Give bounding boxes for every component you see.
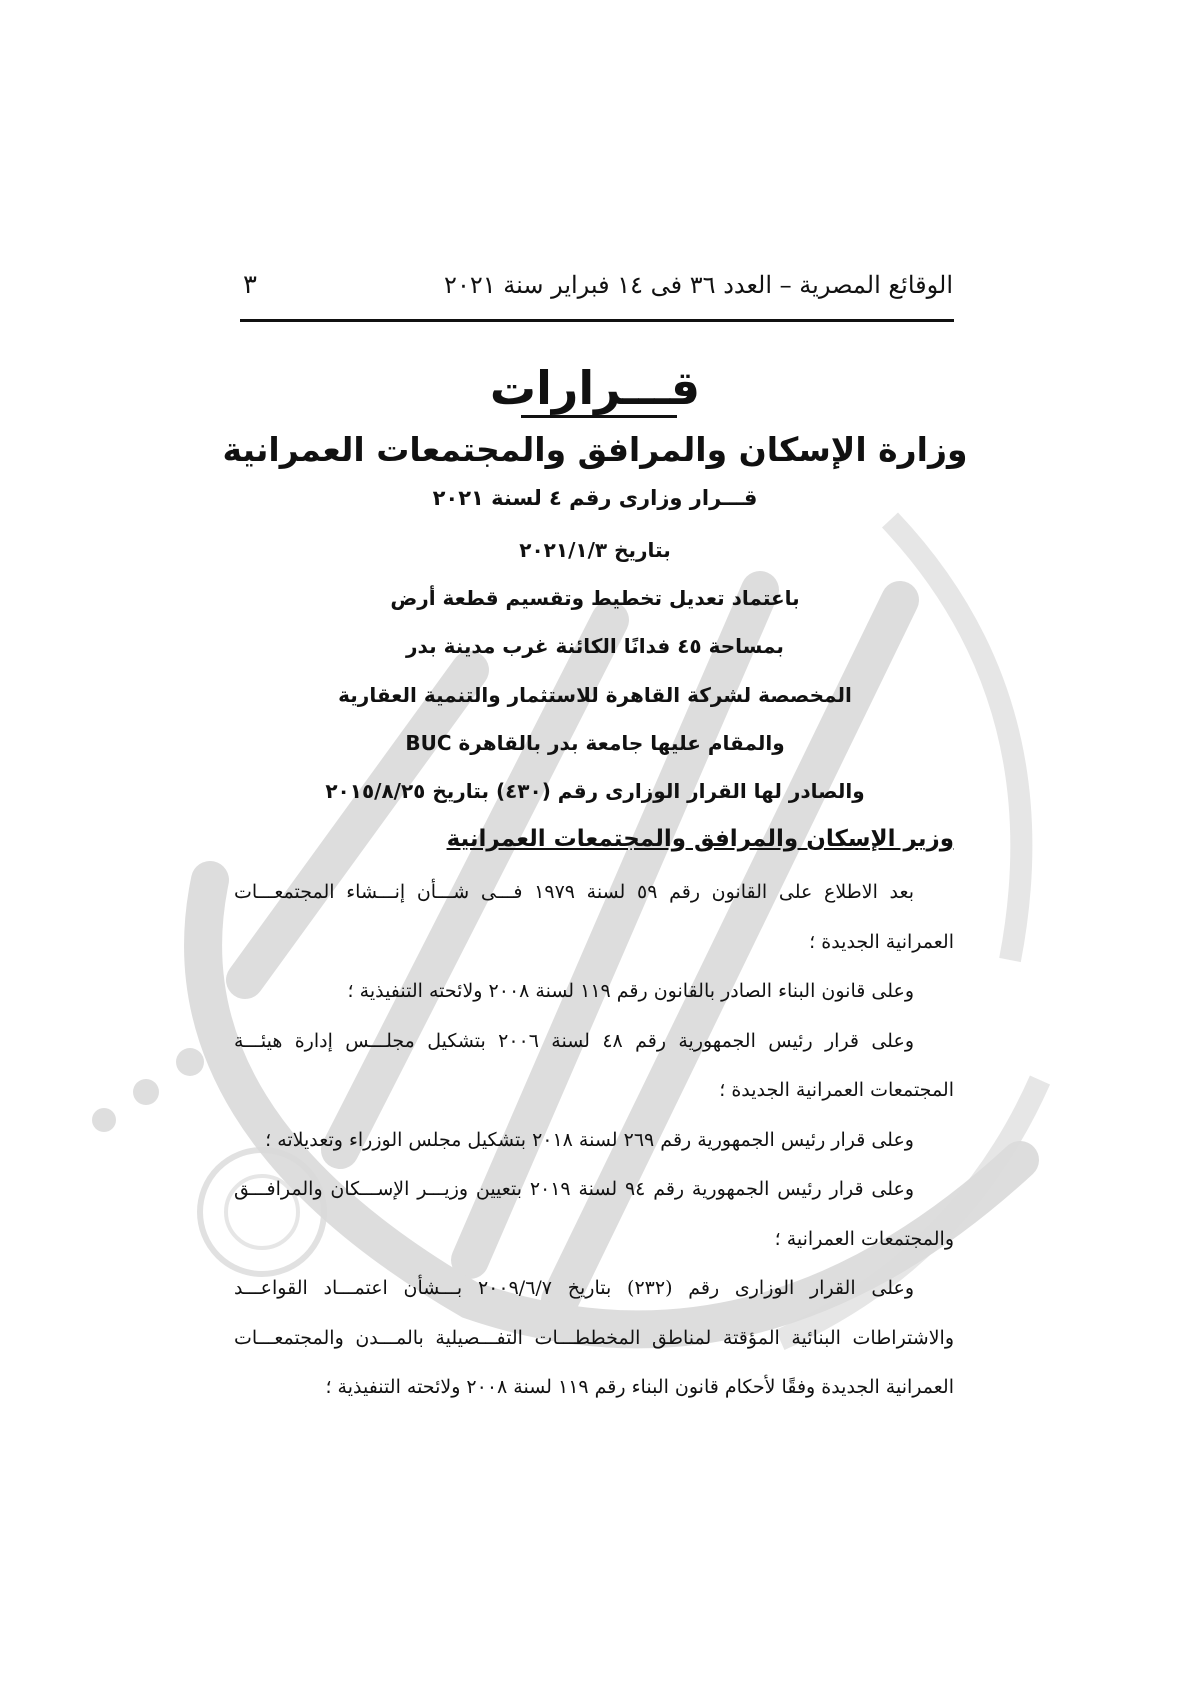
running-header [243, 268, 953, 310]
preamble-paragraph: وعلى القرار الوزارى رقم (٢٣٢) بتاريخ ٢٠٠٩/٦/٧ بـــشأن اعتمـــاد القواعـــد والاشتراطات البنائية المؤقتة لمناطق المخططـــات التفـــصيلية بالمـــدن والمجتمعـــات العمرانية الجديدة وفقًا لأحكام قانون البناء رقم ١١٩ لسنة ٢٠٠٨ ولائحته التنفيذية ؛ [234, 1277, 954, 1398]
preamble-paragraph: وعلى قانون البناء الصادر بالقانون رقم ١١٩ لسنة ٢٠٠٨ ولائحته التنفيذية ؛ [347, 980, 914, 1002]
decree-subject-line: بمساحة ٤٥ فدانًا الكائنة غرب مدينة بدر [406, 634, 784, 658]
decree-subject-line: والمقام عليها جامعة بدر بالقاهرة BUC [405, 731, 785, 755]
decree-date: بتاريخ ٢٠٢١/١/٣ [519, 538, 671, 562]
section-title: قـــرارات [489, 361, 701, 415]
decree-subject-line: والصادر لها القرار الوزارى رقم (٤٣٠) بتاريخ ٢٠١٥/٨/٢٥ [325, 779, 865, 803]
decree-subject-line: المخصصة لشركة القاهرة للاستثمار والتنمية العقارية [338, 683, 852, 707]
decree-subject-line: باعتماد تعديل تخطيط وتقسيم قطعة أرض [390, 586, 800, 610]
decree-number: قـــرار وزارى رقم ٤ لسنة ٢٠٢١ [432, 486, 758, 510]
minister-heading: وزير الإسكان والمرافق والمجتمعات العمرانية [446, 826, 954, 852]
preamble-paragraph: وعلى قرار رئيس الجمهورية رقم ٢٦٩ لسنة ٢٠١٨ بتشكيل مجلس الوزراء وتعديلاته ؛ [265, 1128, 914, 1151]
section-title-rule [521, 415, 677, 418]
decree-body [234, 868, 954, 1413]
preamble-paragraph: بعد الاطلاع على القانون رقم ٥٩ لسنة ١٩٧٩ فـــى شـــأن إنـــشاء المجتمعـــات العمرانية الجديدة ؛ [234, 881, 954, 953]
running-title: الوقائع المصرية – العدد ٣٦ فى ١٤ فبراير سنة ٢٠٢١ [444, 271, 953, 299]
header-rule [240, 319, 954, 322]
page-number: ٣ [243, 270, 257, 300]
preamble-paragraph: وعلى قرار رئيس الجمهورية رقم ٤٨ لسنة ٢٠٠٦ بتشكيل مجلـــس إدارة هيئـــة المجتمعات العمرانية الجديدة ؛ [234, 1029, 954, 1101]
ministry-name: وزارة الإسكان والمرافق والمجتمعات العمرانية [222, 430, 968, 469]
preamble-paragraph: وعلى قرار رئيس الجمهورية رقم ٩٤ لسنة ٢٠١٩ بتعيين وزيـــر الإســـكان والمرافـــق والمجتمعات العمرانية ؛ [234, 1178, 954, 1250]
